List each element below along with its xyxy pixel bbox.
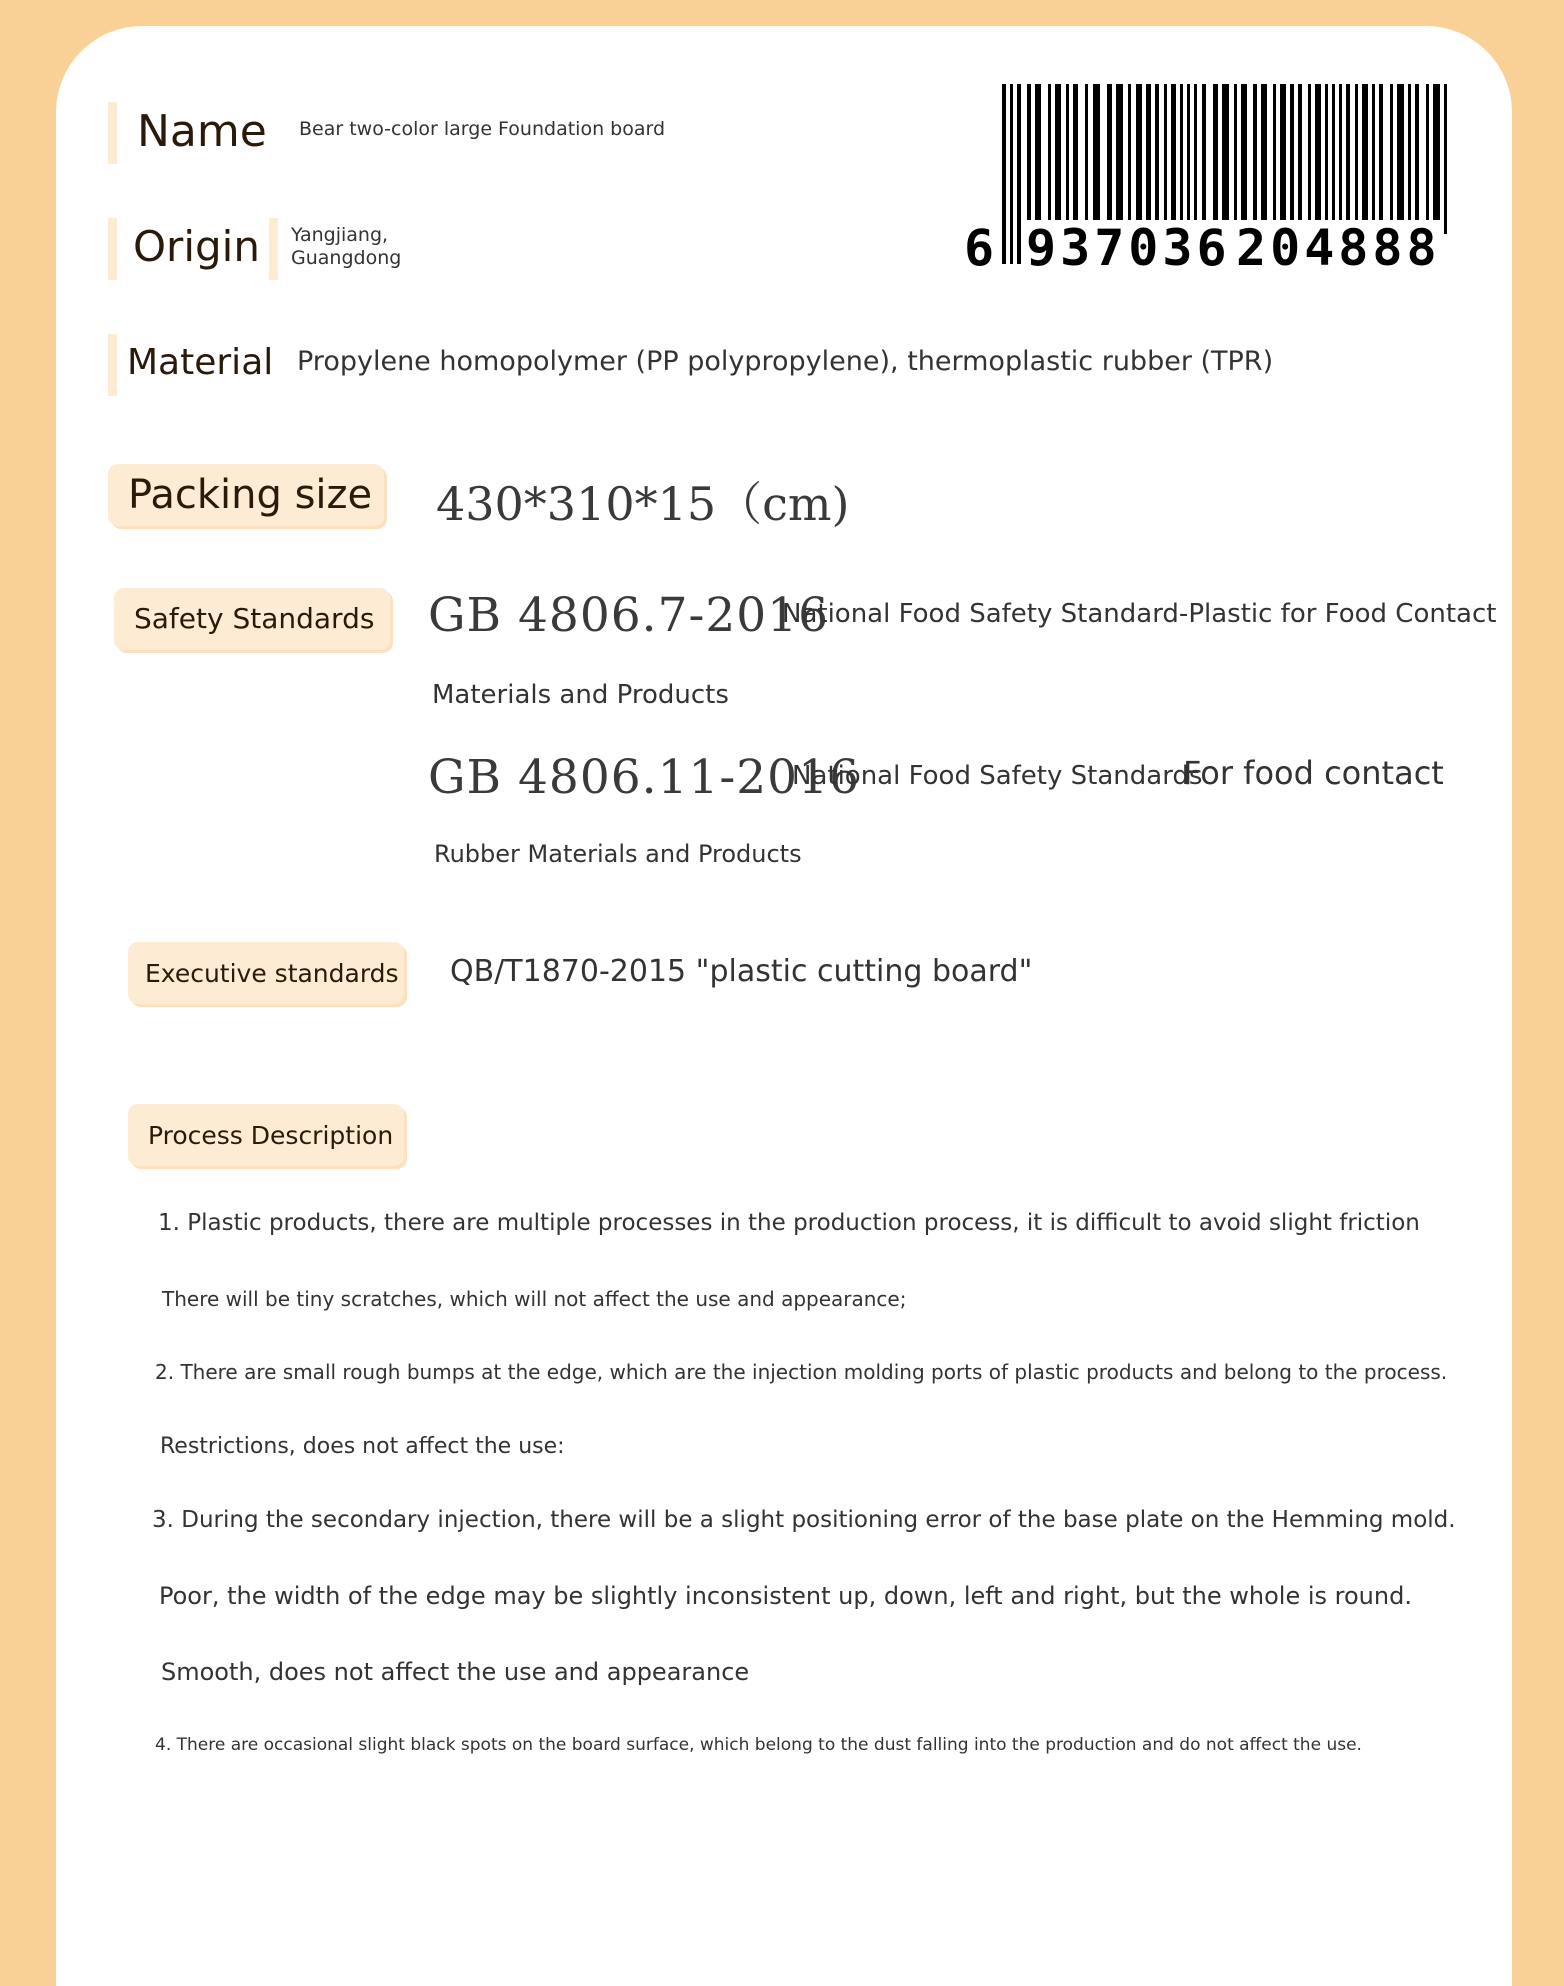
process-line-1: 1. Plastic products, there are multiple processes in the production process, it is difficult to avoid slight friction	[158, 1210, 1420, 1236]
material-label: Material	[127, 342, 274, 383]
barcode-bar	[1146, 84, 1151, 234]
barcode-bar	[1171, 84, 1176, 234]
barcode-digit-first: 6	[964, 219, 995, 277]
barcode-bar	[1128, 84, 1131, 234]
barcode-bar	[1315, 84, 1321, 234]
process-label-tag	[128, 1104, 404, 1166]
barcode-bar	[1346, 84, 1350, 234]
executive-value: QB/T1870-2015 "plastic cutting board"	[450, 954, 1033, 989]
barcode-bar	[1253, 84, 1257, 234]
name-value: Bear two-color large Foundation board	[299, 118, 666, 140]
barcode-digits-left: 937036	[1026, 219, 1231, 277]
barcode-bar	[1048, 84, 1051, 234]
barcode-bar	[1390, 84, 1393, 234]
barcode-bar	[1180, 84, 1183, 234]
process-line-6: Poor, the width of the edge may be slightly inconsistent up, down, left and right, but the whole is round.	[159, 1582, 1412, 1610]
barcode-bar	[1290, 84, 1294, 234]
barcode-bar	[1055, 84, 1061, 234]
barcode-bar	[1116, 84, 1123, 234]
safety-label: Safety Standards	[134, 602, 375, 635]
executive-label: Executive standards	[145, 959, 399, 988]
origin-value-line2: Guangdong	[291, 247, 402, 269]
barcode-bar	[1066, 84, 1069, 234]
safety-standard-2-desc-line1a: National Food Safety Standards	[792, 761, 1203, 791]
barcode-bar	[1093, 84, 1100, 234]
material-value: Propylene homopolymer (PP polypropylene), thermoplastic rubber (TPR)	[297, 346, 1274, 377]
process-line-8: 4. There are occasional slight black spots on the board surface, which belong to the dust falling into the production and do not affect the use.	[155, 1735, 1362, 1755]
packing-value: 430*310*15（cm)	[436, 477, 850, 531]
executive-label-tag	[128, 942, 404, 1004]
packing-label: Packing size	[128, 472, 373, 518]
barcode-bar	[1372, 84, 1375, 234]
barcode-bar	[1213, 84, 1218, 234]
spec-card	[56, 26, 1512, 1986]
barcode-bar	[1325, 84, 1328, 234]
barcode-digits-right: 204888	[1236, 219, 1441, 277]
barcode	[964, 84, 1454, 277]
process-line-2: There will be tiny scratches, which will not affect the use and appearance;	[162, 1287, 907, 1311]
barcode-bar	[1379, 84, 1383, 234]
origin-value-line1: Yangjiang,	[291, 224, 389, 246]
barcode-bar	[1362, 84, 1367, 234]
barcode-bar	[1002, 84, 1006, 264]
barcode-bar	[1035, 84, 1041, 234]
barcode-bar	[1339, 84, 1342, 234]
barcode-bar	[1298, 84, 1302, 234]
safety-standard-2-code: GB 4806.11-2016	[428, 750, 860, 805]
barcode-bar	[1241, 84, 1246, 234]
barcode-bar	[1308, 84, 1311, 234]
barcode-bar	[1397, 84, 1404, 234]
barcode-bar	[1136, 84, 1141, 234]
barcode-bar	[1426, 84, 1429, 234]
barcode-bar	[1355, 84, 1358, 234]
barcode-bar	[1444, 84, 1447, 234]
barcode-bar	[1073, 84, 1078, 234]
process-line-4: Restrictions, does not affect the use:	[160, 1434, 565, 1459]
process-line-7: Smooth, does not affect the use and appearance	[161, 1658, 750, 1686]
safety-standard-2-desc-line2: Rubber Materials and Products	[434, 840, 802, 868]
barcode-bar	[1408, 84, 1411, 234]
origin-label: Origin	[133, 222, 260, 271]
process-line-5: 3. During the secondary injection, there will be a slight positioning error of the base plate on the Hemming mold.	[152, 1507, 1456, 1533]
barcode-bar	[1222, 84, 1229, 234]
name-label-tag	[108, 102, 267, 164]
barcode-bar	[1332, 84, 1335, 234]
barcode-bar	[1415, 84, 1419, 234]
barcode-bar	[1187, 84, 1190, 234]
barcode-bar	[1164, 84, 1167, 234]
barcode-bar	[1234, 84, 1237, 234]
barcode-bar	[1261, 84, 1267, 234]
barcode-bar	[1027, 84, 1031, 234]
origin-label-tag	[108, 218, 278, 280]
barcode-bar	[1017, 84, 1021, 264]
process-line-3: 2. There are small rough bumps at the edge, which are the injection molding ports of plastic products and belong to the process.	[155, 1360, 1448, 1384]
barcode-bar	[1433, 84, 1440, 234]
safety-standard-1-code: GB 4806.7-2016	[428, 588, 829, 643]
barcode-bar	[1010, 84, 1013, 264]
process-label: Process Description	[148, 1121, 394, 1150]
barcode-bar	[1107, 84, 1112, 234]
safety-label-tag	[114, 588, 390, 650]
material-label-tag	[108, 334, 283, 396]
safety-standard-2-desc-line1b: For food contact	[1183, 754, 1444, 792]
barcode-bar	[1280, 84, 1286, 234]
barcode-bar	[1085, 84, 1088, 234]
packing-label-tag	[108, 464, 384, 526]
safety-standard-1-desc-line2: Materials and Products	[432, 680, 729, 710]
safety-standard-1-desc-line1: National Food Safety Standard-Plastic for Food Contact	[782, 599, 1497, 629]
barcode-bar	[1202, 84, 1206, 234]
barcode-bar	[1155, 84, 1159, 234]
name-label: Name	[137, 106, 267, 157]
barcode-bar	[1194, 84, 1197, 234]
